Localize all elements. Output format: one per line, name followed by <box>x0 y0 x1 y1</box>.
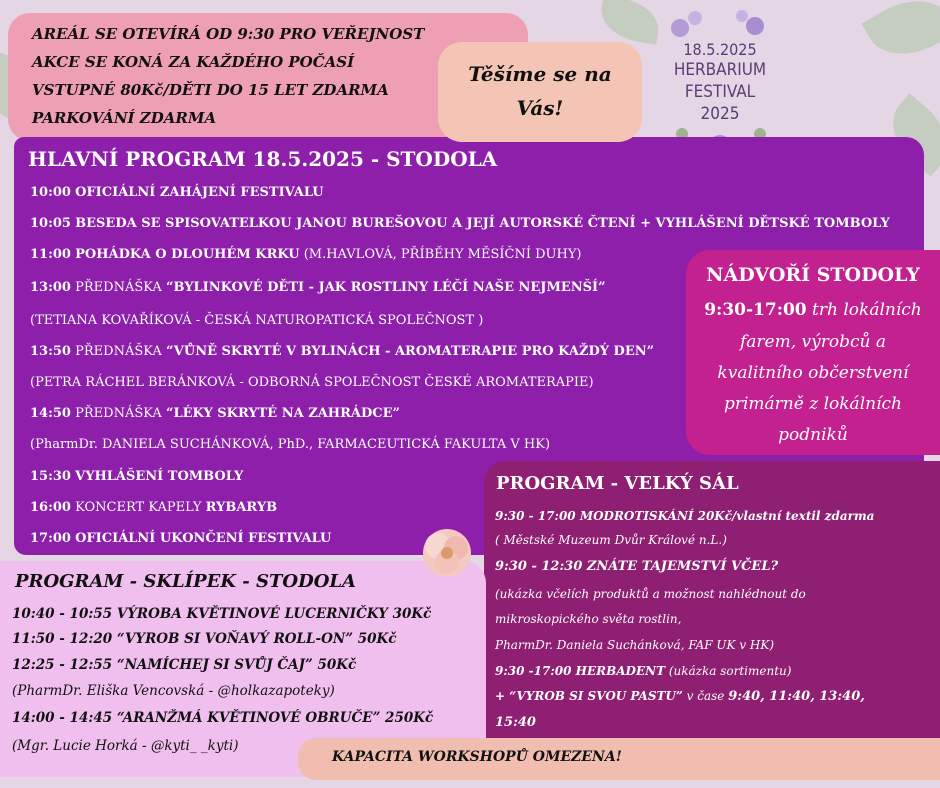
capacity-banner <box>298 738 940 780</box>
program-item <box>30 406 400 421</box>
program-item-note: (PharmDr. DANIELA SUCHÁNKOVÁ, PhD., FARMACEUTICKÁ FAKULTA V HK) <box>30 437 551 452</box>
hall-paste-times: 9:40, 11:40, 13:40, <box>728 689 865 704</box>
item-time: 10:05 <box>30 216 71 231</box>
hall-line: ( Městské Muzeum Dvůr Králové n.L.) <box>495 533 727 547</box>
item-time: 11:00 <box>30 247 71 262</box>
item-title: “LÉKY SKRYTÉ NA ZAHRÁDCE” <box>165 406 400 421</box>
leaf-decoration <box>597 0 663 45</box>
item-title: “VŮNĚ SKRYTÉ V BYLINÁCH - AROMATERAPIE PRO KAŽDÝ DEN” <box>165 344 655 359</box>
cellar-line: (PharmDr. Eliška Vencovská - @holkazapoteky) <box>12 683 335 699</box>
item-title: VYHLÁŠENÍ TOMBOLY <box>75 469 244 484</box>
logo-date: 18.5.2025 <box>683 40 757 59</box>
capacity-text: KAPACITA WORKSHOPŮ OMEZENA! <box>332 749 622 765</box>
info-line-opening: AREÁL SE OTEVÍRÁ OD 9:30 PRO VEŘEJNOST <box>32 25 425 43</box>
item-time: 16:00 <box>30 500 71 515</box>
yard-text-5: podniků <box>778 425 848 445</box>
cellar-line: 12:25 - 12:55 “NAMÍCHEJ SI SVŮJ ČAJ” 50Kč <box>12 657 357 673</box>
welcome-line-2: Vás! <box>516 96 564 120</box>
cellar-line: 11:50 - 12:20 “VYROB SI VOŇAVÝ ROLL-ON” 50Kč <box>12 631 397 647</box>
yard-time: 9:30-17:00 <box>704 300 807 320</box>
program-item <box>30 216 890 231</box>
item-time: 13:00 <box>30 280 71 295</box>
program-item <box>30 185 324 200</box>
program-item <box>30 531 331 546</box>
main-program-title: HLAVNÍ PROGRAM 18.5.2025 - STODOLA <box>28 147 498 171</box>
logo-year: 2025 <box>700 104 740 124</box>
hall-paste-title: + “VYROB SI SVOU PASTU” <box>495 689 683 703</box>
program-item <box>30 247 581 262</box>
item-time: 15:30 <box>30 469 71 484</box>
logo-word-festival: FESTIVAL <box>684 82 756 102</box>
program-item <box>30 500 277 515</box>
hall-line <box>495 664 791 678</box>
program-item <box>30 469 243 484</box>
hall-line <box>495 689 865 704</box>
hall-herbadent: 9:30 -17:00 HERBADENT <box>495 664 666 678</box>
program-item <box>30 280 606 295</box>
yard-text-2: farem, výrobců a <box>739 332 886 352</box>
logo-word-herbarium: HERBARIUM <box>673 60 767 80</box>
hall-paste-when: v čase <box>686 689 725 703</box>
info-line-entry: VSTUPNÉ 80Kč/DĚTI DO 15 LET ZDARMA <box>32 81 389 99</box>
item-kind: KONCERT KAPELY <box>75 500 202 515</box>
rose-flower-icon <box>412 518 482 588</box>
item-title: OFICIÁLNÍ ZAHÁJENÍ FESTIVALU <box>75 185 324 200</box>
hall-line: 9:30 - 17:00 MODROTISKÁNÍ 20Kč/vlastní textil zdarma <box>495 509 875 523</box>
yard-text-1: trh lokálních <box>812 300 922 320</box>
hall-line: (ukázka včelích produktů a možnost nahlédnout do <box>495 587 806 601</box>
item-title: OFICIÁLNÍ UKONČENÍ FESTIVALU <box>75 531 332 546</box>
item-kind: PŘEDNÁŠKA <box>75 344 162 359</box>
welcome-line-1: Těšíme se na <box>468 62 612 86</box>
hall-line: mikroskopického světa rostlin, <box>495 612 682 626</box>
yard-text-4: primárně z lokálních <box>723 394 902 414</box>
item-note: (M.HAVLOVÁ, PŘÍBĚHY MĚSÍČNÍ DUHY) <box>303 247 582 262</box>
hall-herbadent-note: (ukázka sortimentu) <box>668 664 792 678</box>
hall-line: 15:40 <box>495 715 536 730</box>
hall-line: PharmDr. Daniela Suchánková, FAF UK v HK) <box>495 638 775 652</box>
cellar-title: PROGRAM - SKLÍPEK - STODOLA <box>15 571 357 592</box>
item-title: “BYLINKOVÉ DĚTI - JAK ROSTLINY LÉČÍ NAŠE NEJMENŠÍ” <box>165 280 606 295</box>
item-time: 14:50 <box>30 406 71 421</box>
hall-line: 9:30 - 12:30 ZNÁTE TAJEMSTVÍ VČEL? <box>495 559 779 574</box>
info-line-parking: PARKOVÁNÍ ZDARMA <box>32 109 217 127</box>
program-item-note: (TETIANA KOVAŘÍKOVÁ - ČESKÁ NATUROPATICKÁ SPOLEČNOST ) <box>30 313 484 328</box>
program-item-note: (PETRA RÁCHEL BERÁNKOVÁ - ODBORNÁ SPOLEČNOST ČESKÉ AROMATERAPIE) <box>30 375 594 390</box>
program-item <box>30 344 654 359</box>
item-time: 17:00 <box>30 531 71 546</box>
big-hall-panel <box>484 461 940 743</box>
item-kind: PŘEDNÁŠKA <box>75 280 162 295</box>
cellar-line: (Mgr. Lucie Horká - @kyti_ _kyti) <box>12 738 239 754</box>
leaf-decoration <box>862 0 940 71</box>
yard-panel <box>686 250 940 455</box>
item-time: 10:00 <box>30 185 71 200</box>
item-title: RYBARYB <box>205 500 278 515</box>
yard-text-line <box>686 300 940 320</box>
item-time: 13:50 <box>30 344 71 359</box>
yard-text-3: kvalitního občerstvení <box>717 363 909 383</box>
item-title: POHÁDKA O DLOUHÉM KRKU <box>75 247 300 262</box>
item-kind: PŘEDNÁŠKA <box>75 406 162 421</box>
cellar-line: 14:00 - 14:45 “ARANŽMÁ KVĚTINOVÉ OBRUČE” 250Kč <box>12 710 434 726</box>
cellar-line: 10:40 - 10:55 VÝROBA KVĚTINOVÉ LUCERNIČKY 30Kč <box>12 606 432 622</box>
yard-title: NÁDVOŘÍ STODOLY <box>706 264 920 286</box>
item-title: BESEDA SE SPISOVATELKOU JANOU BUREŠOVOU A JEJÍ AUTORSKÉ ČTENÍ + VYHLÁŠENÍ DĚTSKÉ TOMBOLY <box>75 216 890 231</box>
welcome-bubble <box>438 42 642 142</box>
big-hall-title: PROGRAM - VELKÝ SÁL <box>496 473 739 494</box>
info-line-weather: AKCE SE KONÁ ZA KAŽDÉHO POČASÍ <box>32 53 355 71</box>
